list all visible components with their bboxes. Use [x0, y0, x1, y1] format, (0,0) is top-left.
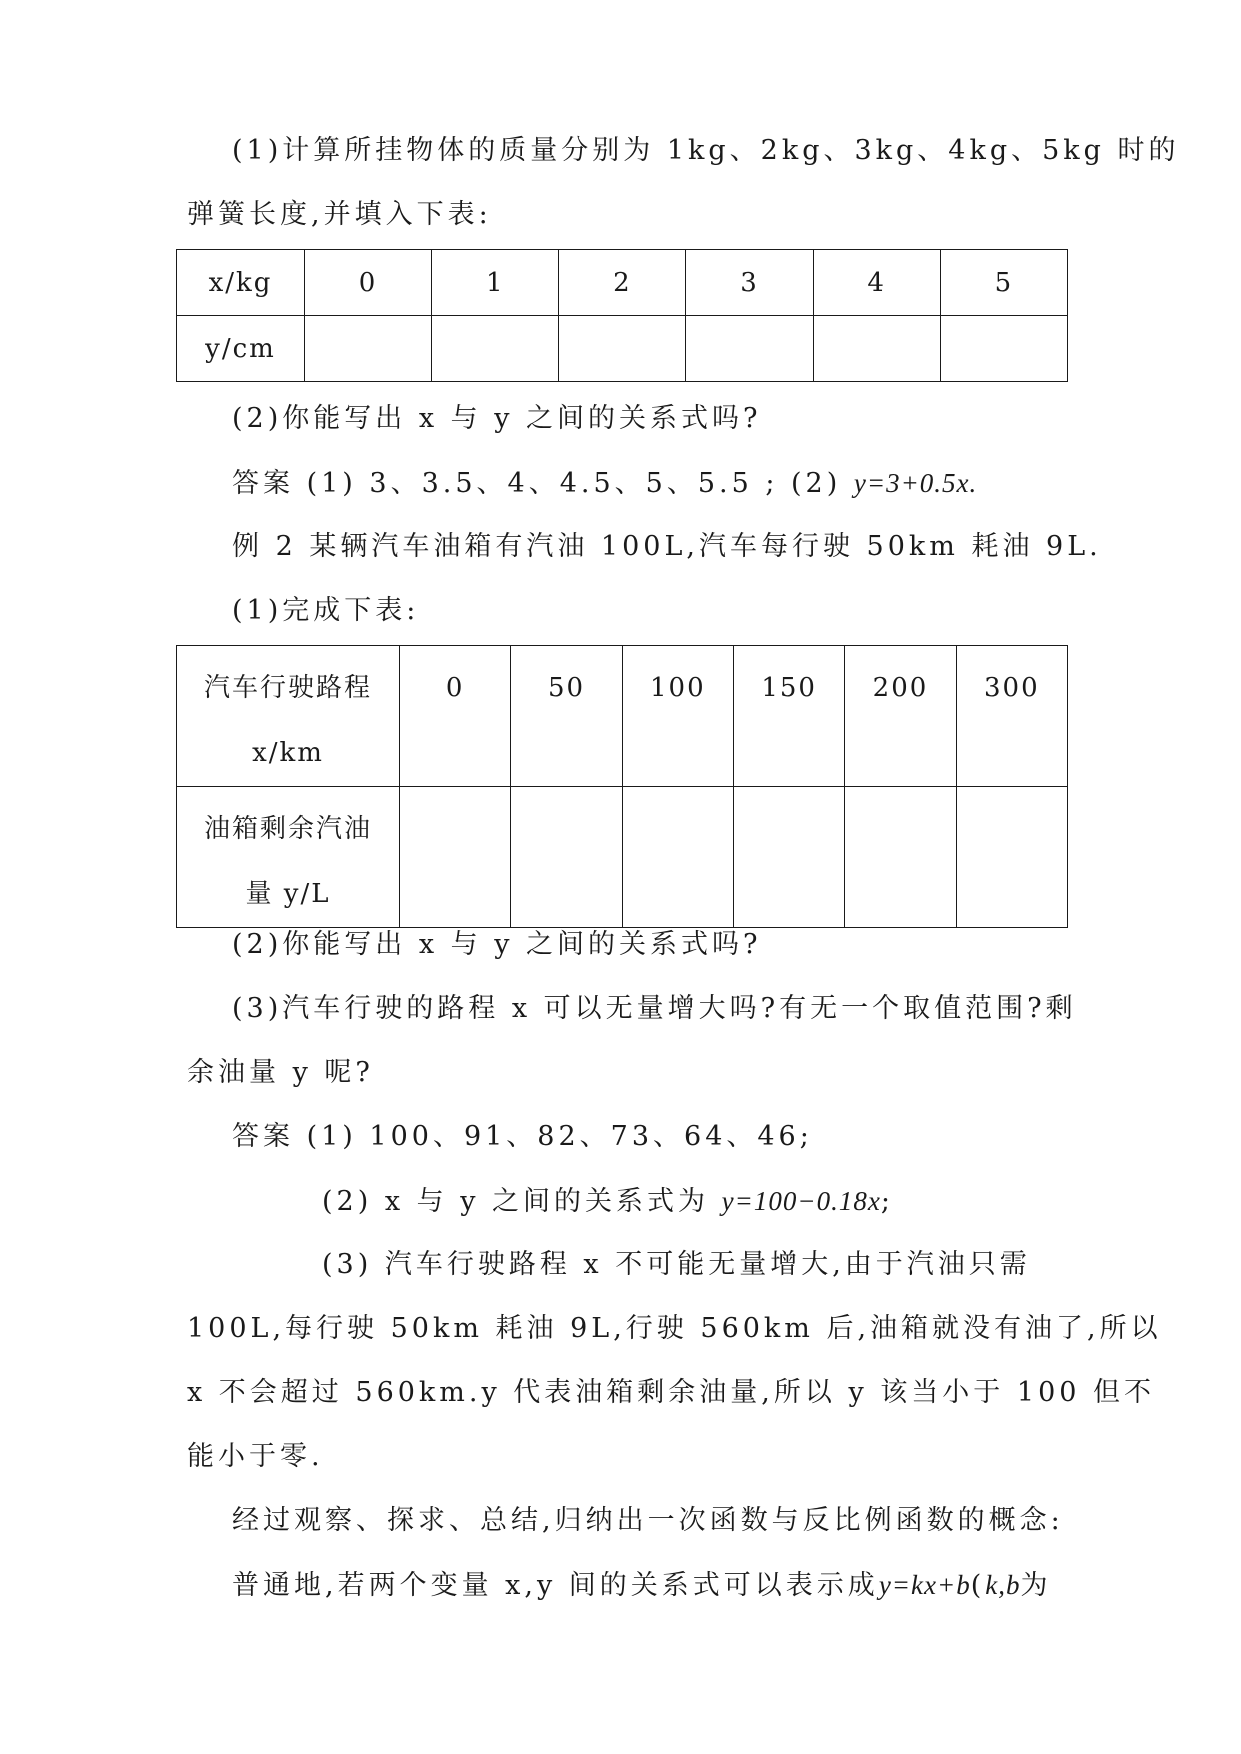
fuel-table — [176, 645, 1068, 928]
answer-1 — [232, 466, 977, 501]
row-label: y/cm — [177, 316, 305, 382]
table-cell: 4 — [813, 250, 940, 316]
table-cell: 1 — [432, 250, 559, 316]
table-row — [177, 316, 1068, 382]
table-cell-empty — [305, 316, 432, 382]
question-2: (2)你能写出 x 与 y 之间的关系式吗? — [232, 403, 762, 434]
answer-2-part-3: (3) 汽车行驶路程 x 不可能无量增大,由于汽油只需 — [322, 1249, 1031, 1280]
table-cell: 0 — [400, 646, 511, 787]
table-cell-empty — [845, 787, 956, 928]
example-2-question-2: (2)你能写出 x 与 y 之间的关系式吗? — [232, 929, 762, 960]
table-row — [177, 250, 1068, 316]
answer-2-part-3-line-4: 能小于零. — [187, 1441, 324, 1472]
table-cell-empty — [733, 787, 844, 928]
definition-text: 普通地,若两个变量 x,y 间的关系式可以表示成 — [232, 1570, 879, 1601]
question-1-continued: 弹簧长度,并填入下表: — [187, 199, 492, 230]
table-cell: 3 — [686, 250, 813, 316]
answer-2-part-3-line-2: 100L,每行驶 50km 耗油 9L,行驶 560km 后,油箱就没有油了,所以 — [187, 1313, 1162, 1344]
conclusion: 经过观察、探求、总结,归纳出一次函数与反比例函数的概念: — [232, 1505, 1064, 1536]
table-cell-empty — [400, 787, 511, 928]
table-cell-empty — [432, 316, 559, 382]
row-label-line: 汽车行驶路程 — [203, 673, 372, 703]
table-cell-empty — [686, 316, 813, 382]
table-cell: 200 — [845, 646, 956, 787]
table-cell: 100 — [622, 646, 733, 787]
spring-length-table — [176, 249, 1068, 382]
answer-2-part-3-line-3: x 不会超过 560km.y 代表油箱剩余油量,所以 y 该当小于 100 但不 — [187, 1377, 1156, 1408]
definition-formula: y=kx+b — [878, 1570, 971, 1600]
table-cell: 50 — [511, 646, 622, 787]
table-cell-empty — [956, 787, 1067, 928]
definition-kb: k,b — [985, 1570, 1021, 1600]
table-cell: 5 — [940, 250, 1067, 316]
table-cell: 300 — [956, 646, 1067, 787]
table-cell-empty — [511, 787, 622, 928]
table-cell-empty — [622, 787, 733, 928]
example-2-question-3: (3)汽车行驶的路程 x 可以无量增大吗?有无一个取值范围?剩 — [232, 993, 1077, 1024]
answer-1-text: 答案 (1) 3、3.5、4、4.5、5、5.5 ; (2) — [232, 468, 854, 499]
table-row — [177, 787, 1068, 928]
definition-suffix: 为 — [1020, 1570, 1052, 1601]
question-1: (1)计算所挂物体的质量分别为 1kg、2kg、3kg、4kg、5kg 时的 — [232, 135, 1180, 166]
table-cell-empty — [559, 316, 686, 382]
answer-1-formula: y=3+0.5x. — [853, 468, 978, 498]
table-cell: 2 — [559, 250, 686, 316]
answer-2-part-1: 答案 (1) 100、91、82、73、64、46; — [232, 1121, 813, 1152]
table-cell: 0 — [305, 250, 432, 316]
table-row — [177, 646, 1068, 787]
table-cell-empty — [940, 316, 1067, 382]
definition-paren: ( — [970, 1570, 986, 1601]
answer-2-formula: y=100−0.18x — [721, 1186, 881, 1216]
example-2-question-3-continued: 余油量 y 呢? — [187, 1057, 374, 1088]
row-label — [177, 646, 400, 787]
row-label-line: 油箱剩余汽油 — [203, 814, 372, 844]
table-cell: 150 — [733, 646, 844, 787]
example-2-question-1: (1)完成下表: — [232, 595, 420, 626]
answer-2-part-2-text: (2) x 与 y 之间的关系式为 — [322, 1186, 722, 1217]
table-cell-empty — [813, 316, 940, 382]
answer-2-part-2-suffix: ; — [880, 1186, 894, 1217]
row-label — [177, 787, 400, 928]
row-label: x/kg — [177, 250, 305, 316]
example-2-title: 例 2 某辆汽车油箱有汽油 100L,汽车每行驶 50km 耗油 9L. — [232, 531, 1102, 562]
row-label-line: x/km — [252, 738, 324, 768]
definition — [232, 1568, 1052, 1603]
row-label-line: 量 y/L — [245, 879, 331, 909]
answer-2-part-2 — [322, 1184, 894, 1219]
